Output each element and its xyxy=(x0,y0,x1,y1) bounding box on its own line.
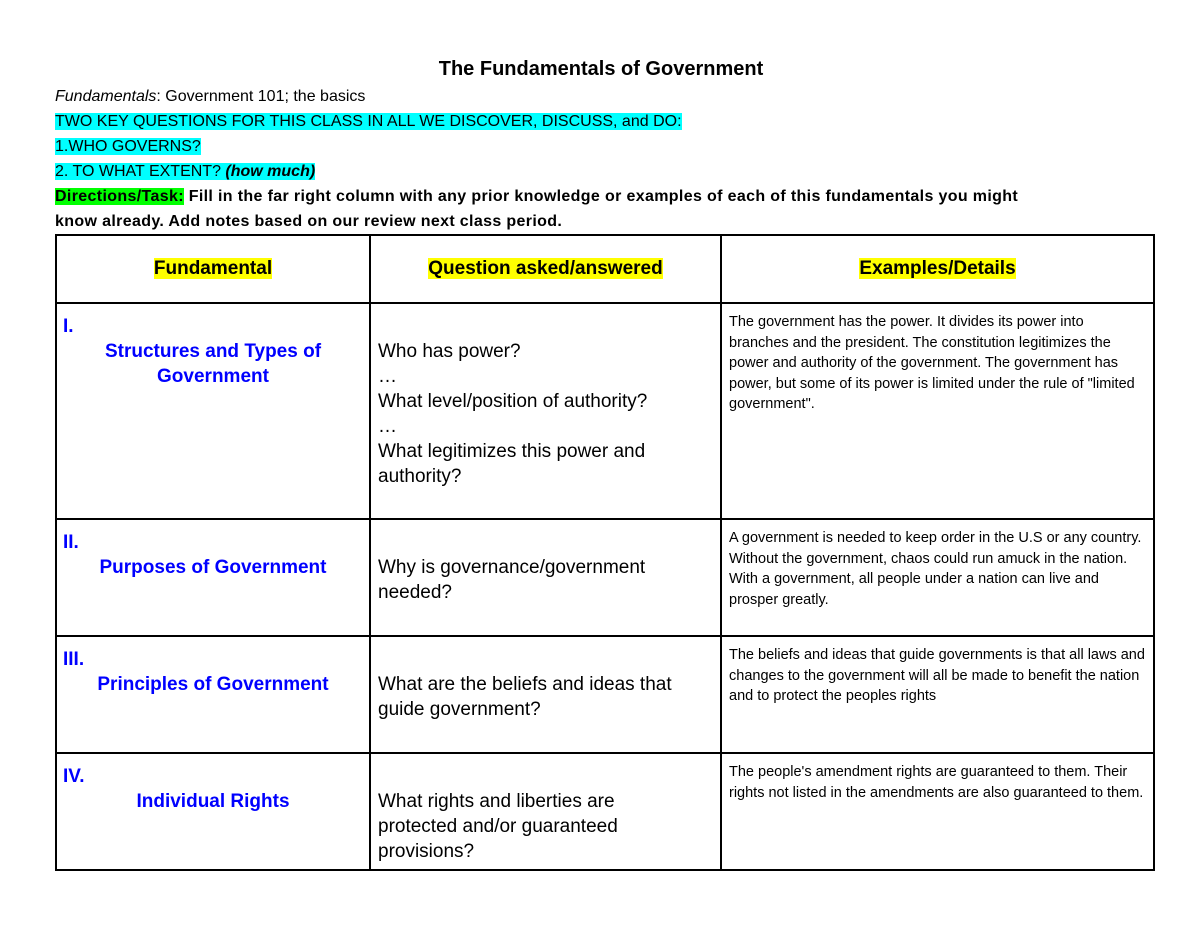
details-cell[interactable] xyxy=(721,753,1154,870)
directions-label: Directions/Task: xyxy=(55,188,184,205)
key-question-2-main: 2. TO WHAT EXTENT? xyxy=(55,163,226,180)
table-row xyxy=(56,636,1154,753)
question-text: What are the beliefs and ideas that guide government? xyxy=(378,674,672,720)
details-cell[interactable] xyxy=(721,303,1154,519)
fundamental-name: Structures and Types of Government xyxy=(104,341,322,387)
table-row xyxy=(56,753,1154,870)
table-row xyxy=(56,303,1154,519)
question-text: What rights and liberties are protected and/or guaranteed provisions? xyxy=(378,791,618,862)
fundamental-number: II. xyxy=(63,532,79,553)
question-cell xyxy=(370,303,721,519)
directions-paragraph xyxy=(55,184,1147,234)
question-text: Who has power? … What level/position of authority? … What legitimizes this power and authority? xyxy=(378,341,648,487)
directions-line-1 xyxy=(55,184,1147,209)
table-row xyxy=(56,519,1154,636)
key-question-2-note: (how much) xyxy=(225,163,316,180)
key-question-1: 1.WHO GOVERNS? xyxy=(55,138,201,155)
subtitle-text: : Government 101; the basics xyxy=(156,88,366,105)
question-cell xyxy=(370,753,721,870)
question-text: Why is governance/government needed? xyxy=(378,557,646,603)
fundamental-cell xyxy=(56,753,370,870)
details-cell[interactable] xyxy=(721,519,1154,636)
fundamental-cell xyxy=(56,303,370,519)
header-question: Question asked/answered xyxy=(370,235,721,303)
key-questions-heading-line xyxy=(55,109,1147,134)
key-question-2 xyxy=(55,163,315,180)
question-cell xyxy=(370,636,721,753)
details-text: A government is needed to keep order in the U.S or any country. Without the government, chaos could run amuck in the nation. With a government, all people under a nation can live and prosper greatly. xyxy=(729,530,1142,608)
key-questions-heading: TWO KEY QUESTIONS FOR THIS CLASS IN ALL WE DISCOVER, DISCUSS, and DO: xyxy=(55,113,682,130)
subtitle-label: Fundamentals xyxy=(55,88,157,105)
fundamental-cell xyxy=(56,519,370,636)
header-fundamental: Fundamental xyxy=(56,235,370,303)
fundamental-number: I. xyxy=(63,316,74,337)
directions-line-2: know already. Add notes based on our review next class period. xyxy=(55,213,563,230)
fundamental-name: Purposes of Government xyxy=(99,557,327,578)
header-examples: Examples/Details xyxy=(721,235,1154,303)
fundamental-cell xyxy=(56,636,370,753)
question-2-line xyxy=(55,159,1147,184)
document-title: The Fundamentals of Government xyxy=(438,58,764,80)
fundamental-name: Principles of Government xyxy=(97,674,329,695)
question-1-line xyxy=(55,134,1147,159)
question-cell xyxy=(370,519,721,636)
details-text: The beliefs and ideas that guide governments is that all laws and changes to the government will all be made to benefit the nation and to protect the peoples rights xyxy=(729,647,1145,704)
fundamental-name: Individual Rights xyxy=(136,791,290,812)
fundamental-number: IV. xyxy=(63,766,85,787)
document-header xyxy=(55,56,1147,234)
details-text: The people's amendment rights are guaranteed to them. Their rights not listed in the amendments are also guaranteed to them. xyxy=(729,764,1144,801)
subtitle-line xyxy=(55,84,1147,109)
directions-text-1: Fill in the far right column with any prior knowledge or examples of each of this fundamentals you might xyxy=(183,188,1019,205)
details-text: The government has the power. It divides its power into branches and the president. The constitution legitimizes the power and authority of the government. The government has power, but some of its power is limited under the rule of "limited government". xyxy=(729,314,1135,412)
details-cell[interactable] xyxy=(721,636,1154,753)
fundamental-number: III. xyxy=(63,649,85,670)
table-header-row xyxy=(56,235,1154,303)
fundamentals-table xyxy=(55,234,1155,871)
